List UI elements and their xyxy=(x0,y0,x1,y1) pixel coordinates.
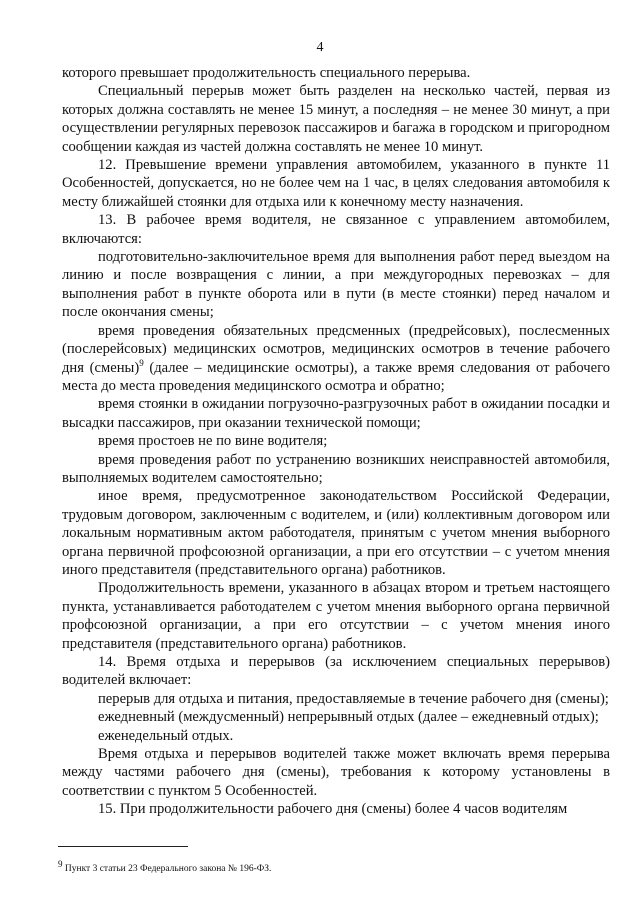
paragraph: 14. Время отдыха и перерывов (за исключением специальных перерывов) водителей включает: xyxy=(62,654,610,689)
document-body xyxy=(62,64,610,819)
footnote-mark: 9 xyxy=(58,859,63,869)
paragraph: Время отдыха и перерывов водителей также может включать время перерыва между частями рабочего дня (смены), требования к которому установлены в соответствии с пунктом 5 Особенностей. xyxy=(62,746,610,799)
paragraph: время стоянки в ожидании погрузочно-разгрузочных работ в ожидании посадки и высадки пассажиров, при оказании технической помощи; xyxy=(62,396,610,431)
footnote-divider xyxy=(58,846,188,847)
footnote xyxy=(58,859,272,875)
paragraph: которого превышает продолжительность специального перерыва. xyxy=(62,65,471,81)
paragraph: 12. Превышение времени управления автомобилем, указанного в пункте 11 Особенностей, допускается, но не более чем на 1 час, в целях следования автомобиля к месту ближайшей стоянки для отдыха или к конечному месту назначения. xyxy=(62,157,610,210)
paragraph: время проведения работ по устранению возникших неисправностей автомобиля, выполняемых водителем самостоятельно; xyxy=(62,451,610,486)
paragraph: еженедельный отдых. xyxy=(98,727,234,744)
paragraph: 13. В рабочее время водителя, не связанное с управлением автомобилем, включаются: xyxy=(62,212,610,247)
paragraph xyxy=(62,322,610,396)
paragraph: 15. При продолжительности рабочего дня (смены) более 4 часов водителям xyxy=(98,801,568,818)
paragraph: подготовительно-заключительное время для выполнения работ перед выездом на линию и после возвращения с линии, а при междугородных перевозках – для выполнения работ в пункте оборота или в пути (в месте стоянки) перед началом и после окончания смены; xyxy=(62,249,610,321)
paragraph: иное время, предусмотренное законодательством Российской Федерации, трудовым договором, заключенным с водителем, и (или) коллективным договором или локальным нормативным актом работодателя, принятым с учетом мнения выборного органа первичной профсоюзной организации, а при его отсутствии – с учетом мнения иного представителя (представительного органа) работников. xyxy=(62,488,610,578)
paragraph: время простоев не по вине водителя; xyxy=(98,433,328,450)
paragraph: перерыв для отдыха и питания, предоставляемые в течение рабочего дня (смены); xyxy=(98,690,609,707)
footnote-reference: 9 xyxy=(139,357,144,368)
footnote-text: Пункт 3 статьи 23 Федерального закона № 196-ФЗ. xyxy=(62,864,272,875)
paragraph: ежедневный (междусменный) непрерывный отдых (далее – ежедневный отдых); xyxy=(98,709,599,726)
paragraph: Специальный перерыв может быть разделен на несколько частей, первая из которых должна составлять не менее 15 минут, а последняя – не менее 30 минут, а при осуществлении регулярных перевозок пассажиров и багажа в городском и пригородном сообщении каждая из частей должна составлять не менее 10 минут. xyxy=(62,83,610,155)
page-number: 4 xyxy=(316,40,324,55)
paragraph-text: (далее – медицинские осмотры), а также время следования от рабочего места до места проведения медицинского осмотра и обратно; xyxy=(62,359,610,394)
paragraph: Продолжительность времени, указанного в абзацах втором и третьем настоящего пункта, устанавливается работодателем с учетом мнения выборного органа первичной профсоюзной организации, а при его отсутствии – с учетом мнения иного представителя (представительного органа) работников. xyxy=(62,580,610,652)
paragraph-text: время проведения обязательных предсменных (предрейсовых), послесменных (послерейсовых) медицинских осмотров, медицинских осмотров в течение рабочего дня (смены) xyxy=(62,322,610,376)
